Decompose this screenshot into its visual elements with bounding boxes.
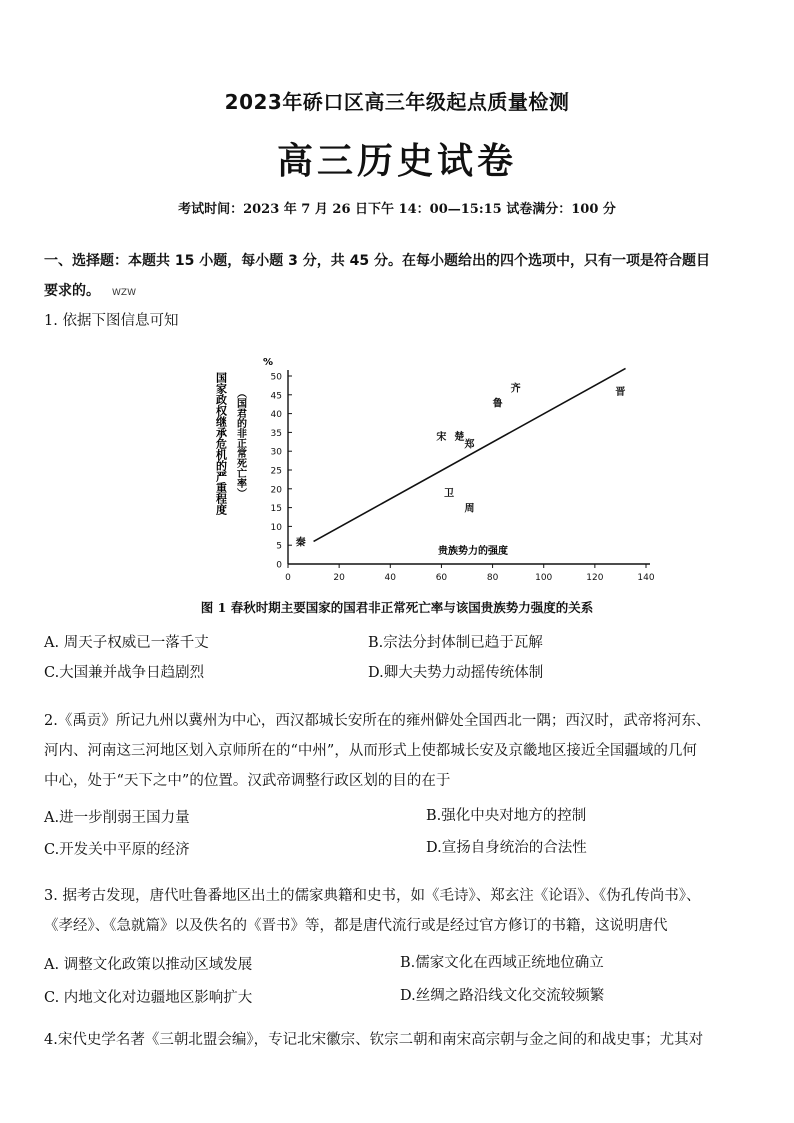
- section-heading-line2: 要求的。: [44, 283, 100, 299]
- exam-info: 考试时间：2023 年 7 月 26 日下午 14：00—15:15 试卷满分：100 分: [178, 202, 616, 217]
- y-tick-label: 35: [270, 428, 282, 439]
- x-tick-label: 60: [435, 573, 448, 583]
- q1-option-b[interactable]: B.宗法分封体制已趋于瓦解: [368, 635, 543, 651]
- y-unit-label: %: [263, 357, 274, 368]
- x-tick-label: 140: [637, 573, 655, 583]
- x-tick-label: 40: [384, 573, 397, 583]
- q2-option-d[interactable]: D.宣扬自身统治的合法性: [426, 840, 587, 856]
- point-label-周: 周: [464, 503, 475, 515]
- y-tick-label: 0: [276, 560, 282, 571]
- x-tick-label: 20: [333, 573, 345, 583]
- x-tick-label: 120: [586, 573, 604, 583]
- y-tick-label: 30: [270, 447, 282, 458]
- chart-axes: [288, 370, 650, 564]
- y-tick-label: 20: [270, 485, 282, 496]
- q2-stem-line: 2.《禹贡》所记九州以冀州为中心，西汉都城长安所在的雍州僻处全国西北一隅；西汉时，武帝将河东、: [44, 713, 711, 729]
- point-label-楚: 楚: [454, 432, 465, 444]
- question-2-stem: [44, 706, 790, 796]
- point-label-秦: 秦: [295, 537, 306, 549]
- q2-option-c[interactable]: C.开发关中平原的经济: [44, 842, 190, 858]
- point-label-卫: 卫: [444, 488, 455, 500]
- q2-option-a[interactable]: A.进一步削弱王国力量: [44, 810, 190, 826]
- question-4-stem: [44, 1025, 790, 1055]
- x-tick-label: 100: [535, 573, 553, 583]
- y-tick-label: 50: [270, 372, 282, 383]
- q1-option-a[interactable]: A. 周天子权威已一落千丈: [44, 635, 209, 651]
- point-label-鲁: 鲁: [492, 398, 503, 410]
- y-axis-label-outer: 国家政权继承危机的严重程度: [214, 372, 228, 515]
- question-1-stem: 1. 依据下图信息可知: [44, 313, 179, 329]
- q1-option-c[interactable]: C.大国兼并战争日趋剧烈: [44, 665, 205, 681]
- point-label-宋: 宋: [436, 432, 447, 444]
- figure-1-chart: [200, 348, 670, 588]
- q2-stem-line: 中心，处于“天下之中”的位置。汉武帝调整行政区划的目的在于: [44, 773, 451, 789]
- section-heading: [44, 246, 784, 308]
- q2-stem-line: 河内、河南这三河地区划入京师所在的“中州”，从而形式上使都城长安及京畿地区接近全国疆域的几何: [44, 743, 697, 759]
- y-tick-label: 10: [270, 522, 282, 533]
- y-tick-label: 15: [270, 504, 282, 515]
- q3-option-c[interactable]: C. 内地文化对边疆地区影响扩大: [44, 990, 253, 1006]
- y-tick-label: 25: [270, 466, 282, 477]
- exam-subtitle: 2023年硚口区高三年级起点质量检测: [224, 90, 570, 114]
- q3-option-d[interactable]: D.丝绸之路沿线文化交流较频繁: [400, 988, 605, 1004]
- figure-1-caption: 图 1 春秋时期主要国家的国君非正常死亡率与该国贵族势力强度的关系: [200, 600, 594, 615]
- q1-option-d[interactable]: D.卿大夫势力动摇传统体制: [368, 665, 544, 681]
- x-tick-label: 80: [486, 573, 499, 583]
- y-tick-label: 5: [276, 541, 282, 552]
- section-heading-line2-wrap: [44, 276, 784, 308]
- section-heading-line1: 一、选择题：本题共 15 小题，每小题 3 分，共 45 分。在每小题给出的四个选项中，只有一项是符合题目: [44, 253, 710, 269]
- point-label-郑: 郑: [464, 439, 475, 451]
- q3-stem-line: 《孝经》、《急就篇》以及佚名的《晋书》等，都是唐代流行或是经过官方修订的书籍，这说明唐代: [44, 918, 668, 934]
- q3-stem-line: 3. 据考古发现，唐代吐鲁番地区出土的儒家典籍和史书，如《毛诗》、郑玄注《论语》、《伪孔传尚书》、: [44, 888, 701, 904]
- point-label-齐: 齐: [510, 383, 521, 395]
- y-tick-label: 40: [270, 410, 282, 421]
- point-label-晋: 晋: [615, 387, 626, 399]
- y-tick-label: 45: [270, 391, 282, 402]
- exam-title: 高三历史试卷: [276, 141, 517, 182]
- x-tick-label: 0: [285, 573, 291, 583]
- x-axis-label: 贵族势力的强度: [438, 546, 508, 557]
- q3-option-b[interactable]: B.儒家文化在西域正统地位确立: [400, 955, 604, 971]
- q4-stem-line: 4.宋代史学名著《三朝北盟会编》，专记北宋徽宗、钦宗二朝和南宋高宗朝与金之间的和战史事；尤其对: [44, 1032, 704, 1048]
- question-3-stem: [44, 881, 790, 941]
- watermark-text: WZW: [112, 288, 136, 298]
- q3-option-a[interactable]: A. 调整文化政策以推动区域发展: [44, 957, 253, 973]
- y-axis-label-inner: （国君的非正常死亡率）: [234, 388, 246, 498]
- chart-marks: [295, 368, 626, 548]
- trend-line: [314, 368, 626, 541]
- q2-option-b[interactable]: B.强化中央对地方的控制: [426, 808, 587, 824]
